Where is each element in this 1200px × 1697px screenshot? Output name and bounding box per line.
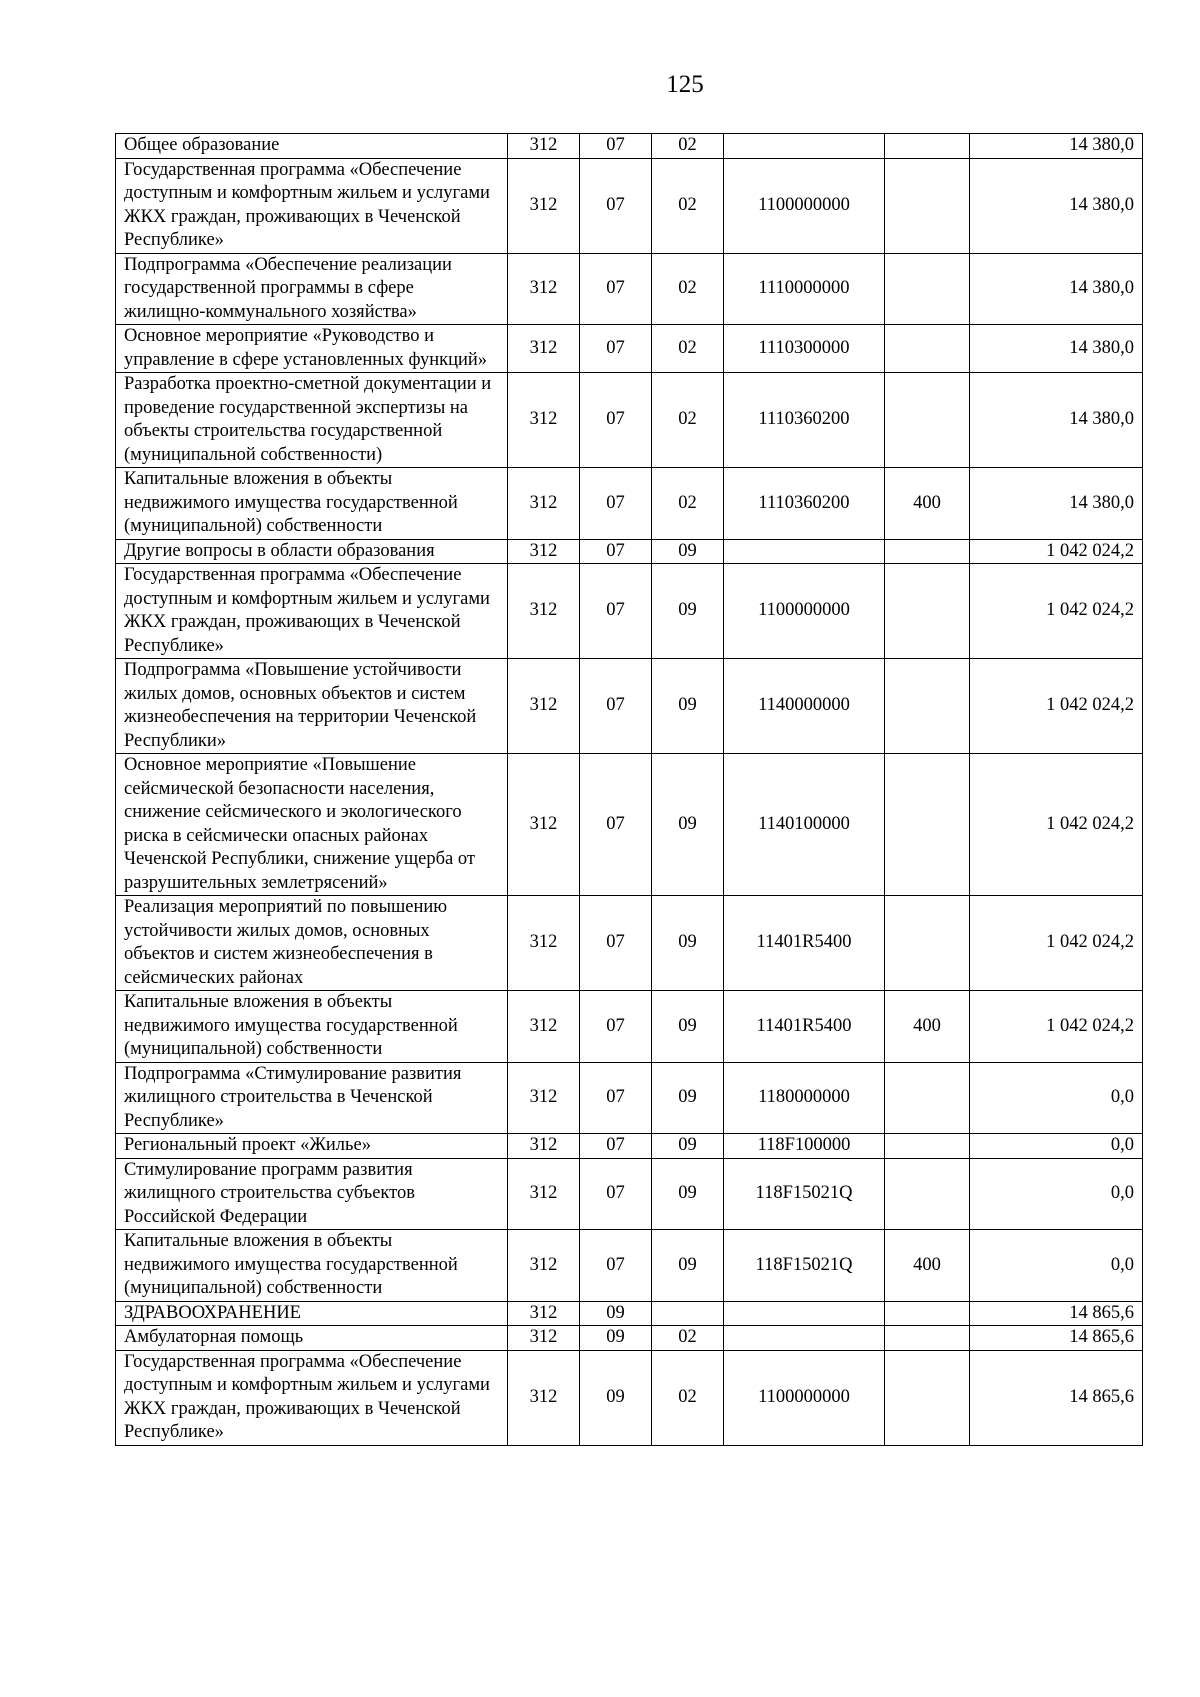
row-amount-cell: 14 865,6	[970, 1301, 1143, 1326]
row-expense-type-cell	[885, 1350, 970, 1445]
row-grbs-code-cell: 312	[508, 1062, 580, 1134]
page-number: 125	[666, 71, 704, 98]
row-amount-cell: 14 865,6	[970, 1326, 1143, 1351]
row-grbs-code-cell: 312	[508, 1326, 580, 1351]
row-grbs-code-cell: 312	[508, 1134, 580, 1159]
row-target-article-cell: 1140000000	[724, 659, 885, 754]
row-grbs-code-cell: 312	[508, 1350, 580, 1445]
row-target-article-cell	[724, 539, 885, 564]
row-expense-type-cell	[885, 134, 970, 159]
row-expense-type-cell	[885, 564, 970, 659]
row-section-code-cell: 07	[580, 1134, 652, 1159]
row-subsection-code-cell: 09	[652, 991, 724, 1063]
row-name-cell: Государственная программа «Обеспечение доступным и комфортным жильем и услугами ЖКХ граждан, проживающих в Чеченской Республике»	[116, 564, 508, 659]
row-subsection-code-cell: 02	[652, 158, 724, 253]
row-grbs-code-cell: 312	[508, 158, 580, 253]
row-expense-type-cell	[885, 1301, 970, 1326]
row-grbs-code-cell: 312	[508, 373, 580, 468]
row-section-code-cell: 07	[580, 539, 652, 564]
row-section-code-cell: 09	[580, 1326, 652, 1351]
row-amount-cell: 14 865,6	[970, 1350, 1143, 1445]
row-name-cell: ЗДРАВООХРАНЕНИЕ	[116, 1301, 508, 1326]
row-section-code-cell: 07	[580, 1230, 652, 1302]
row-subsection-code-cell: 02	[652, 325, 724, 373]
table-row	[116, 253, 1143, 325]
row-section-code-cell: 07	[580, 1062, 652, 1134]
row-grbs-code-cell: 312	[508, 468, 580, 540]
table-row	[116, 539, 1143, 564]
row-grbs-code-cell: 312	[508, 253, 580, 325]
row-target-article-cell	[724, 134, 885, 159]
budget-table	[115, 133, 1143, 1446]
row-expense-type-cell	[885, 1326, 970, 1351]
row-subsection-code-cell: 02	[652, 253, 724, 325]
table-row	[116, 1301, 1143, 1326]
row-subsection-code-cell: 09	[652, 754, 724, 896]
row-name-cell: Другие вопросы в области образования	[116, 539, 508, 564]
budget-table-body	[116, 134, 1143, 1446]
row-grbs-code-cell: 312	[508, 1158, 580, 1230]
row-expense-type-cell	[885, 253, 970, 325]
table-row	[116, 1158, 1143, 1230]
row-subsection-code-cell: 09	[652, 1134, 724, 1159]
row-section-code-cell: 07	[580, 158, 652, 253]
table-row	[116, 896, 1143, 991]
row-section-code-cell: 09	[580, 1301, 652, 1326]
row-grbs-code-cell: 312	[508, 896, 580, 991]
row-target-article-cell: 118F100000	[724, 1134, 885, 1159]
row-grbs-code-cell: 312	[508, 1301, 580, 1326]
table-row	[116, 1062, 1143, 1134]
row-target-article-cell: 11401R5400	[724, 991, 885, 1063]
table-row	[116, 373, 1143, 468]
row-section-code-cell: 07	[580, 325, 652, 373]
row-name-cell: Амбулаторная помощь	[116, 1326, 508, 1351]
row-subsection-code-cell: 09	[652, 1062, 724, 1134]
row-section-code-cell: 07	[580, 896, 652, 991]
row-name-cell: Стимулирование программ развития жилищного строительства субъектов Российской Федерации	[116, 1158, 508, 1230]
table-row	[116, 754, 1143, 896]
row-name-cell: Основное мероприятие «Повышение сейсмической безопасности населения, снижение сейсмического и экологического риска в сейсмически опасных районах Чеченской Республики, снижение ущерба от разрушительных землетрясений»	[116, 754, 508, 896]
row-grbs-code-cell: 312	[508, 991, 580, 1063]
table-row	[116, 325, 1143, 373]
table-row	[116, 659, 1143, 754]
row-section-code-cell: 07	[580, 373, 652, 468]
row-expense-type-cell	[885, 158, 970, 253]
row-expense-type-cell: 400	[885, 1230, 970, 1302]
row-name-cell: Подпрограмма «Обеспечение реализации государственной программы в сфере жилищно-коммунального хозяйства»	[116, 253, 508, 325]
row-section-code-cell: 07	[580, 564, 652, 659]
row-subsection-code-cell: 02	[652, 1350, 724, 1445]
row-target-article-cell: 1110360200	[724, 373, 885, 468]
row-section-code-cell: 07	[580, 253, 652, 325]
row-amount-cell: 14 380,0	[970, 468, 1143, 540]
row-section-code-cell: 07	[580, 991, 652, 1063]
row-name-cell: Подпрограмма «Повышение устойчивости жилых домов, основных объектов и систем жизнеобеспечения на территории Чеченской Республики»	[116, 659, 508, 754]
row-subsection-code-cell: 02	[652, 468, 724, 540]
row-amount-cell: 0,0	[970, 1230, 1143, 1302]
row-target-article-cell: 1100000000	[724, 564, 885, 659]
row-expense-type-cell	[885, 325, 970, 373]
row-grbs-code-cell: 312	[508, 659, 580, 754]
row-name-cell: Общее образование	[116, 134, 508, 159]
row-expense-type-cell: 400	[885, 468, 970, 540]
row-subsection-code-cell	[652, 1301, 724, 1326]
row-name-cell: Капитальные вложения в объекты недвижимого имущества государственной (муниципальной) собственности	[116, 991, 508, 1063]
table-row	[116, 468, 1143, 540]
row-amount-cell: 0,0	[970, 1134, 1143, 1159]
row-section-code-cell: 07	[580, 1158, 652, 1230]
row-amount-cell: 1 042 024,2	[970, 659, 1143, 754]
row-target-article-cell: 1110360200	[724, 468, 885, 540]
row-grbs-code-cell: 312	[508, 1230, 580, 1302]
table-row	[116, 1230, 1143, 1302]
row-subsection-code-cell: 09	[652, 1230, 724, 1302]
row-subsection-code-cell: 09	[652, 659, 724, 754]
row-subsection-code-cell: 02	[652, 373, 724, 468]
row-expense-type-cell	[885, 1158, 970, 1230]
row-amount-cell: 1 042 024,2	[970, 539, 1143, 564]
row-amount-cell: 1 042 024,2	[970, 896, 1143, 991]
row-target-article-cell: 1100000000	[724, 158, 885, 253]
row-subsection-code-cell: 09	[652, 1158, 724, 1230]
row-target-article-cell: 11401R5400	[724, 896, 885, 991]
row-grbs-code-cell: 312	[508, 754, 580, 896]
row-name-cell: Государственная программа «Обеспечение доступным и комфортным жильем и услугами ЖКХ граждан, проживающих в Чеченской Республике»	[116, 1350, 508, 1445]
row-section-code-cell: 07	[580, 134, 652, 159]
row-amount-cell: 0,0	[970, 1158, 1143, 1230]
row-target-article-cell: 1140100000	[724, 754, 885, 896]
row-name-cell: Региональный проект «Жилье»	[116, 1134, 508, 1159]
row-target-article-cell: 118F15021Q	[724, 1158, 885, 1230]
row-expense-type-cell	[885, 896, 970, 991]
row-subsection-code-cell: 09	[652, 539, 724, 564]
row-name-cell: Капитальные вложения в объекты недвижимого имущества государственной (муниципальной) собственности	[116, 468, 508, 540]
table-row	[116, 134, 1143, 159]
row-expense-type-cell	[885, 1062, 970, 1134]
table-row	[116, 1326, 1143, 1351]
table-row	[116, 991, 1143, 1063]
row-amount-cell: 14 380,0	[970, 134, 1143, 159]
row-target-article-cell	[724, 1326, 885, 1351]
row-subsection-code-cell: 09	[652, 564, 724, 659]
row-expense-type-cell	[885, 539, 970, 564]
row-amount-cell: 0,0	[970, 1062, 1143, 1134]
row-expense-type-cell	[885, 659, 970, 754]
row-subsection-code-cell: 02	[652, 1326, 724, 1351]
table-row	[116, 1350, 1143, 1445]
row-name-cell: Государственная программа «Обеспечение доступным и комфортным жильем и услугами ЖКХ граждан, проживающих в Чеченской Республике»	[116, 158, 508, 253]
row-expense-type-cell	[885, 373, 970, 468]
row-amount-cell: 14 380,0	[970, 373, 1143, 468]
row-grbs-code-cell: 312	[508, 325, 580, 373]
row-subsection-code-cell: 02	[652, 134, 724, 159]
row-name-cell: Капитальные вложения в объекты недвижимого имущества государственной (муниципальной) собственности	[116, 1230, 508, 1302]
row-name-cell: Основное мероприятие «Руководство и управление в сфере установленных функций»	[116, 325, 508, 373]
row-amount-cell: 1 042 024,2	[970, 564, 1143, 659]
row-target-article-cell: 1110300000	[724, 325, 885, 373]
row-expense-type-cell	[885, 1134, 970, 1159]
row-target-article-cell: 1100000000	[724, 1350, 885, 1445]
row-grbs-code-cell: 312	[508, 564, 580, 659]
row-target-article-cell: 118F15021Q	[724, 1230, 885, 1302]
row-grbs-code-cell: 312	[508, 539, 580, 564]
row-expense-type-cell	[885, 754, 970, 896]
row-subsection-code-cell: 09	[652, 896, 724, 991]
table-row	[116, 564, 1143, 659]
row-name-cell: Разработка проектно-сметной документации и проведение государственной экспертизы на объекты строительства государственной (муниципальной собственности)	[116, 373, 508, 468]
row-section-code-cell: 09	[580, 1350, 652, 1445]
row-section-code-cell: 07	[580, 468, 652, 540]
row-grbs-code-cell: 312	[508, 134, 580, 159]
table-row	[116, 158, 1143, 253]
row-name-cell: Реализация мероприятий по повышению устойчивости жилых домов, основных объектов и систем жизнеобеспечения в сейсмических районах	[116, 896, 508, 991]
row-target-article-cell: 1110000000	[724, 253, 885, 325]
row-amount-cell: 14 380,0	[970, 158, 1143, 253]
row-name-cell: Подпрограмма «Стимулирование развития жилищного строительства в Чеченской Республике»	[116, 1062, 508, 1134]
row-expense-type-cell: 400	[885, 991, 970, 1063]
row-amount-cell: 1 042 024,2	[970, 754, 1143, 896]
row-amount-cell: 1 042 024,2	[970, 991, 1143, 1063]
row-section-code-cell: 07	[580, 659, 652, 754]
table-row	[116, 1134, 1143, 1159]
row-amount-cell: 14 380,0	[970, 253, 1143, 325]
row-amount-cell: 14 380,0	[970, 325, 1143, 373]
row-target-article-cell	[724, 1301, 885, 1326]
row-target-article-cell: 1180000000	[724, 1062, 885, 1134]
row-section-code-cell: 07	[580, 754, 652, 896]
